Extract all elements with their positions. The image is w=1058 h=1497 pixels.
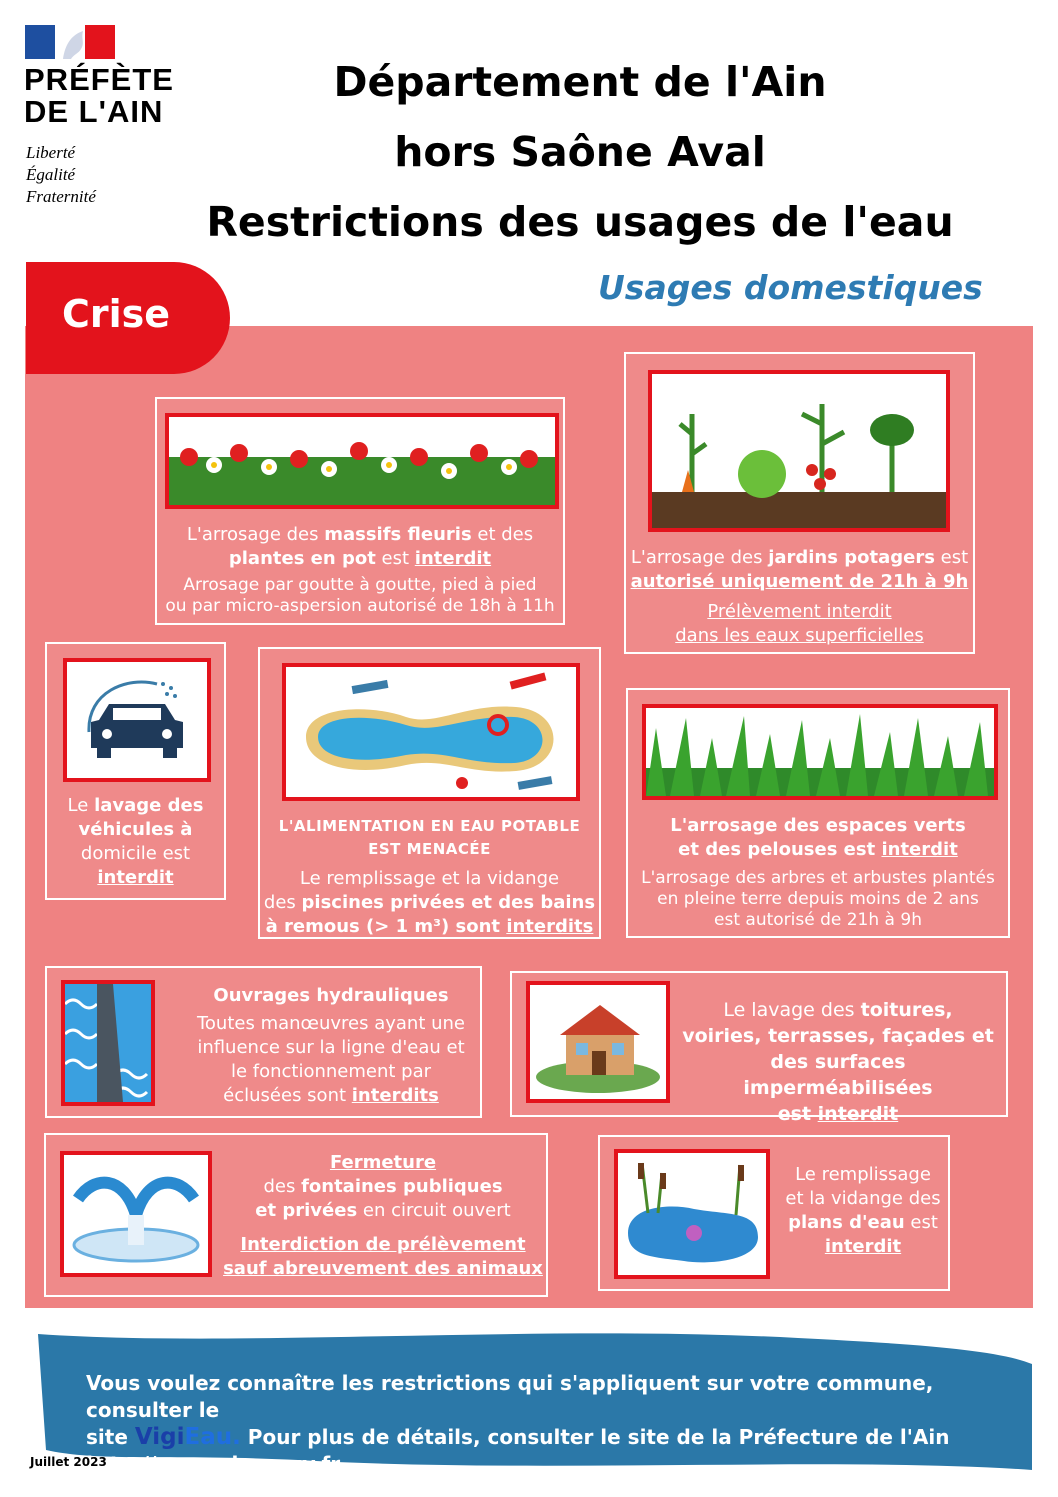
pool-icon — [286, 667, 576, 797]
vehicules-text-1: Le — [67, 795, 95, 816]
massifs-text-1: L'arrosage des — [186, 524, 325, 545]
piscines-text-3: Le remplissage et la vidange — [299, 868, 560, 889]
fontaines-text-1: Fermeture — [329, 1152, 437, 1173]
massifs-text-4: ou par micro-aspersion autorisé de 18h à 11h — [165, 596, 555, 616]
alert-level-badge — [26, 262, 230, 374]
info-line-2a: site — [86, 1425, 135, 1449]
vegetables-image — [648, 370, 950, 532]
toitures-text-4a: est — [777, 1103, 818, 1125]
massifs-text-1b: massifs fleuris — [324, 524, 472, 545]
fontaines-text-3c: en circuit ouvert — [357, 1200, 511, 1221]
pelouses-text-2: et des pelouses est — [678, 839, 882, 860]
vigieau-link-part1[interactable]: Vigi — [134, 1424, 185, 1450]
dam-image — [61, 980, 155, 1106]
dam-icon — [65, 984, 151, 1102]
vehicules-text-2: véhicules à — [78, 819, 193, 840]
piscines-interdits: interdits — [506, 916, 594, 937]
potagers-text-2: autorisé uniquement de 21h à 9h — [630, 571, 969, 592]
card-lavage-vehicules — [45, 642, 226, 900]
title-line-3: Restrictions des usages de l'eau — [206, 198, 954, 246]
fontaines-text-4: Interdiction de prélèvement — [240, 1234, 526, 1255]
piscines-text-4b: piscines privées et des bains — [301, 892, 596, 913]
potagers-text-1b: jardins potagers — [768, 547, 935, 568]
vehicules-interdit: interdit — [97, 867, 174, 888]
grass-icon — [646, 708, 994, 796]
vegetables-icon — [652, 374, 946, 528]
ouvrages-title: Ouvrages hydrauliques — [213, 985, 449, 1006]
title-line-2: hors Saône Aval — [394, 128, 766, 176]
vehicules-text-1b: lavage des — [94, 795, 204, 816]
massifs-text-2b: plantes en pot — [228, 548, 376, 569]
card-plans-eau — [598, 1135, 950, 1291]
info-line-2b: Pour plus de détails, consulter le site de la Préfecture de l'Ain — [240, 1425, 950, 1449]
brand-line-2: DE L'AIN — [24, 94, 164, 129]
toitures-interdit: interdit — [817, 1103, 899, 1125]
potagers-text-4: dans les eaux superficielles — [675, 625, 924, 646]
pelouses-text-5: est autorisé de 21h à 9h — [714, 910, 922, 930]
piscines-text-4a: des — [263, 892, 302, 913]
card-piscines — [258, 647, 601, 939]
toitures-text-1a: Le lavage des — [723, 999, 861, 1021]
vigieau-link-part2[interactable]: Eau. — [184, 1424, 241, 1450]
ouvrages-interdits: interdits — [351, 1085, 439, 1106]
pool-image — [282, 663, 580, 801]
card-massifs-fleuris — [155, 397, 565, 625]
pond-icon — [618, 1153, 766, 1275]
grass-image — [642, 704, 998, 800]
card-fontaines — [44, 1133, 548, 1297]
plans-text-3: plans d'eau — [788, 1212, 905, 1233]
plans-interdit: interdit — [824, 1236, 902, 1257]
pond-image — [614, 1149, 770, 1279]
ouvrages-text-5a: éclusées sont — [223, 1085, 352, 1106]
fountain-icon — [64, 1155, 208, 1273]
massifs-text-1c: et des — [471, 524, 534, 545]
republic-motto — [26, 142, 96, 208]
piscines-text-5a: à remous (> 1 m³) sont — [265, 916, 507, 937]
ouvrages-text-3: influence sur la ligne d'eau et — [197, 1037, 465, 1058]
brand-line-1: PRÉFÈTE — [24, 62, 174, 97]
card-jardins-potagers — [624, 352, 975, 654]
fontaines-text-5: sauf abreuvement des animaux — [223, 1258, 543, 1279]
card-espaces-verts — [626, 688, 1010, 938]
vehicules-text-3: domicile est — [80, 843, 191, 864]
prefecture-url-link[interactable]: http://www.ain.gouv.fr — [86, 1452, 341, 1476]
massifs-interdit: interdit — [414, 548, 492, 569]
plans-text-2: et la vidange des — [785, 1188, 941, 1209]
section-subtitle: Usages domestiques — [598, 268, 983, 307]
fountain-image — [60, 1151, 212, 1277]
motto-liberte: Liberté — [26, 143, 76, 162]
pelouses-text-4: en pleine terre depuis moins de 2 ans — [657, 889, 979, 909]
pelouses-interdit: interdit — [881, 839, 958, 860]
potagers-text-1c: est — [934, 547, 969, 568]
alert-level-label: Crise — [62, 292, 171, 336]
flowers-image — [165, 413, 559, 509]
pelouses-text-3: L'arrosage des arbres et arbustes plantés — [641, 868, 995, 888]
info-text — [86, 1370, 1016, 1478]
toitures-text-2: voiries, terrasses, façades et — [682, 1025, 994, 1047]
piscines-text-1: L'ALIMENTATION EN EAU POTABLE — [278, 817, 581, 835]
ouvrages-text-4: le fonctionnement par — [230, 1061, 432, 1082]
piscines-text-2: EST MENACÉE — [368, 840, 491, 858]
house-image — [526, 981, 670, 1103]
title-line-1: Département de l'Ain — [333, 58, 827, 106]
fontaines-text-2b: fontaines publiques — [301, 1176, 503, 1197]
ouvrages-text-2: Toutes manœuvres ayant une — [196, 1013, 465, 1034]
fontaines-text-3b: et privées — [255, 1200, 358, 1221]
house-icon — [530, 985, 666, 1099]
card-lavage-toitures — [510, 971, 1008, 1125]
motto-egalite: Égalité — [26, 165, 76, 184]
car-wash-image — [63, 658, 211, 782]
publication-date: Juillet 2023 — [30, 1455, 107, 1469]
flowers-icon — [169, 417, 555, 505]
toitures-text-1b: toitures, — [860, 999, 953, 1021]
massifs-text-3: Arrosage par goutte à goutte, pied à pied — [183, 575, 537, 595]
marianne-flag-logo — [25, 25, 115, 59]
motto-fraternite: Fraternité — [26, 187, 96, 206]
potagers-text-3: Prélèvement interdit — [707, 601, 892, 622]
potagers-text-1: L'arrosage des — [630, 547, 769, 568]
pelouses-text-1: L'arrosage des espaces verts — [670, 815, 966, 836]
fontaines-text-2a: des — [263, 1176, 302, 1197]
info-line-1: Vous voulez connaître les restrictions qui s'appliquent sur votre commune, consulter le — [86, 1371, 934, 1422]
card-ouvrages-hydrauliques — [45, 966, 482, 1118]
toitures-text-3: des surfaces imperméabilisées — [743, 1051, 933, 1099]
plans-text-1: Le remplissage — [795, 1164, 931, 1185]
massifs-text-2c: est — [375, 548, 415, 569]
car-wash-icon — [67, 662, 207, 778]
plans-text-3c: est — [904, 1212, 938, 1233]
